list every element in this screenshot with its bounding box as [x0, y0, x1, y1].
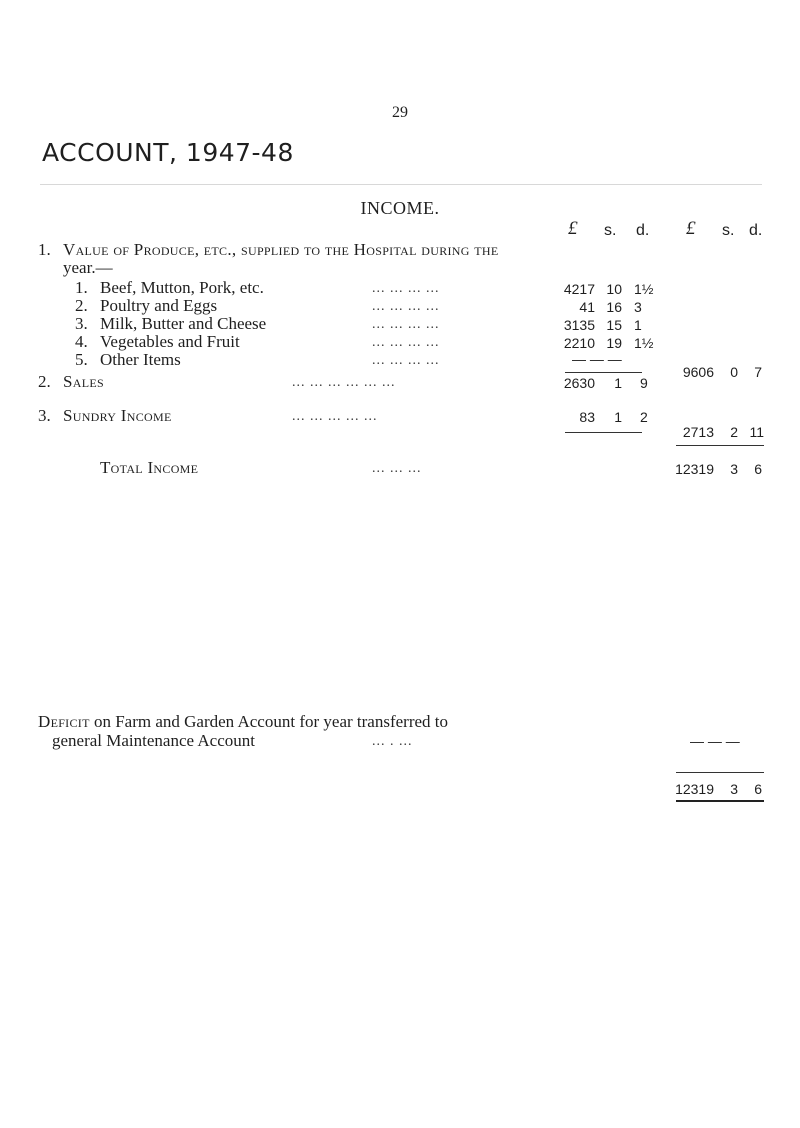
entry-3-dots: ... ... ... ... ...	[292, 409, 378, 424]
produce-2-pounds: 41	[579, 299, 595, 315]
entry-3-pence: 2	[640, 409, 648, 425]
col2-pounds-symbol: £	[686, 218, 696, 239]
entry-2-shillings: 1	[614, 375, 622, 391]
page-number: 29	[392, 104, 408, 121]
produce-2-number: 2.	[75, 296, 88, 315]
produce-4-pounds: 2210	[563, 335, 595, 351]
produce-4-dots: ... ... ... ...	[372, 335, 440, 350]
header-divider	[40, 184, 762, 185]
produce-5-dots: ... ... ... ...	[372, 353, 440, 368]
produce-5-dash: — — —	[572, 351, 622, 367]
produce-2-shillings: 16	[606, 299, 622, 315]
col1-shillings-header: s.	[604, 222, 617, 239]
produce-1-pounds: 4217	[563, 281, 595, 297]
grand-total-shillings: 3	[730, 781, 738, 797]
produce-1-shillings: 10	[606, 281, 622, 297]
produce-4-pence: 1½	[634, 335, 654, 351]
grand-total-pounds: 12319	[675, 781, 714, 797]
produce-5-number: 5.	[75, 350, 88, 369]
produce-subtotal-pence: 7	[754, 364, 762, 380]
produce-subtotal-rule	[565, 372, 642, 373]
sales-subtotal-shillings: 2	[730, 424, 738, 440]
total-income-pounds: 12319	[675, 461, 714, 477]
col2-pence-header: d.	[749, 222, 763, 239]
col1-pence-header: d.	[636, 222, 650, 239]
section-title: INCOME.	[360, 198, 440, 218]
produce-3-pence: 1	[634, 317, 642, 333]
entry-3-pounds: 83	[579, 409, 595, 425]
total-income-rule	[676, 445, 764, 446]
produce-1-pence: 1½	[634, 281, 654, 297]
produce-3-shillings: 15	[606, 317, 622, 333]
grand-total-rule-bottom	[676, 800, 764, 802]
deficit-dots: ... . ...	[372, 734, 413, 749]
produce-5-label: Other Items	[100, 350, 181, 369]
produce-4-number: 4.	[75, 332, 88, 351]
entry-3-shillings: 1	[614, 409, 622, 425]
page-heading: ACCOUNT, 1947-48	[42, 138, 294, 167]
produce-1-dots: ... ... ... ...	[372, 281, 440, 296]
col1-pounds-symbol: £	[568, 218, 578, 239]
entry-2-pence: 9	[640, 375, 648, 391]
grand-total-pence: 6	[754, 781, 762, 797]
produce-subtotal-shillings: 0	[730, 364, 738, 380]
entry-1-number: 1.	[38, 240, 51, 259]
produce-subtotal-pounds: 9606	[682, 364, 714, 380]
produce-4-shillings: 19	[606, 335, 622, 351]
entry-3-label: Sundry Income	[63, 406, 172, 425]
deficit-dash: — — —	[690, 733, 740, 749]
deficit-label-smallcaps: Deficit	[38, 712, 90, 731]
deficit-line-2: general Maintenance Account	[52, 731, 255, 750]
entry-2-pounds: 2630	[563, 375, 595, 391]
produce-2-label: Poultry and Eggs	[100, 296, 218, 315]
produce-2-dots: ... ... ... ...	[372, 299, 440, 314]
entry-2-number: 2.	[38, 372, 51, 391]
deficit-line-1	[38, 712, 448, 732]
entry-3-number: 3.	[38, 406, 51, 425]
total-income-pence: 6	[754, 461, 762, 477]
sales-subtotal-rule	[565, 432, 642, 433]
total-income-shillings: 3	[730, 461, 738, 477]
sales-subtotal-pence: 11	[749, 424, 764, 440]
grand-total-rule-top	[676, 772, 764, 773]
entry-2-label: Sales	[63, 372, 104, 391]
entry-2-dots: ... ... ... ... ... ...	[292, 375, 396, 390]
col2-shillings-header: s.	[722, 222, 735, 239]
produce-1-number: 1.	[75, 278, 88, 297]
sales-subtotal-pounds: 2713	[682, 424, 714, 440]
produce-4-label: Vegetables and Fruit	[100, 332, 240, 351]
produce-3-label: Milk, Butter and Cheese	[100, 314, 267, 333]
entry-1-label: Value of Produce, etc., supplied to the Hospital during the	[63, 240, 499, 259]
total-income-label: Total Income	[100, 458, 199, 477]
produce-2-pence: 3	[634, 299, 642, 315]
total-income-dots: ... ... ...	[372, 461, 422, 476]
produce-1-label: Beef, Mutton, Pork, etc.	[100, 278, 264, 297]
produce-3-dots: ... ... ... ...	[372, 317, 440, 332]
entry-1-label-cont: year.—	[63, 258, 113, 277]
deficit-label-rest: on Farm and Garden Account for year transferred to	[89, 712, 448, 731]
produce-3-number: 3.	[75, 314, 88, 333]
produce-3-pounds: 3135	[563, 317, 595, 333]
